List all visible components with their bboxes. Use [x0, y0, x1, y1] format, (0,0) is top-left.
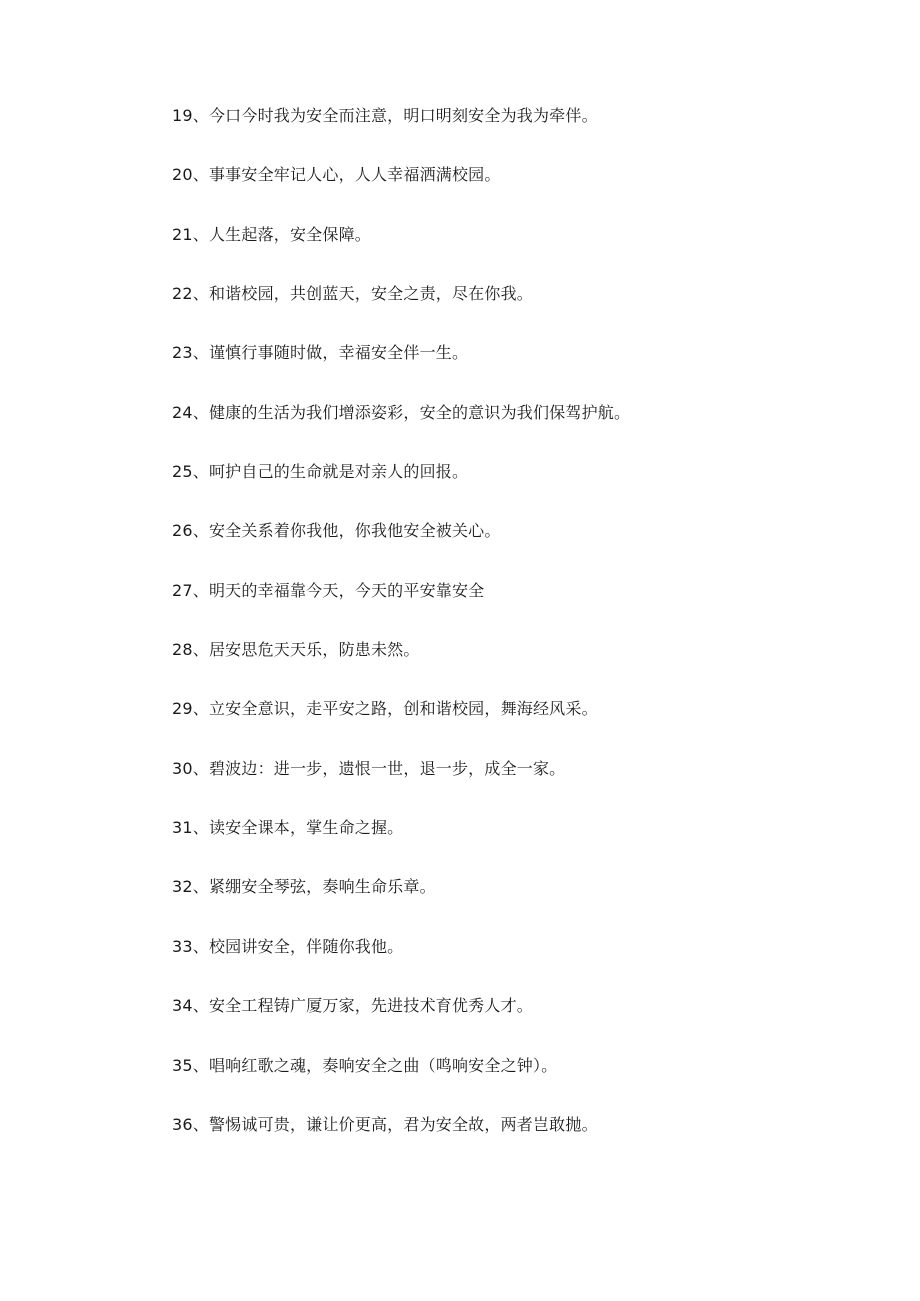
item-text: 事事安全牢记人心，人人幸福洒满校园。	[208, 165, 501, 185]
item-number: 30、	[172, 758, 209, 778]
item-text: 和谐校园，共创蓝天，安全之责，尽在你我。	[208, 284, 533, 304]
item-text: 安全关系着你我他，你我他安全被关心。	[208, 521, 501, 541]
list-item	[172, 219, 872, 278]
item-number: 33、	[172, 936, 209, 956]
list-item	[172, 693, 872, 752]
item-number: 21、	[172, 224, 209, 244]
item-number: 22、	[172, 284, 209, 304]
item-text: 紧绷安全琴弦，奏响生命乐章。	[208, 877, 436, 897]
item-text: 读安全课本，掌生命之握。	[208, 818, 404, 838]
item-text: 唱响红歌之魂，奏响安全之曲（鸣响安全之钟）。	[208, 1055, 558, 1075]
item-text: 安全工程铸广厦万家，先进技术育优秀人才。	[208, 996, 533, 1016]
item-text: 人生起落，安全保障。	[208, 224, 371, 244]
list-item	[172, 575, 872, 634]
item-number: 28、	[172, 640, 209, 660]
item-number: 35、	[172, 1055, 209, 1075]
list-item	[172, 1050, 872, 1109]
list-item	[172, 397, 872, 456]
item-text: 居安思危天天乐，防患未然。	[208, 640, 420, 660]
item-number: 24、	[172, 402, 209, 422]
item-number: 19、	[172, 106, 209, 125]
item-text: 校园讲安全，伴随你我他。	[208, 936, 404, 956]
item-text: 呵护自己的生命就是对亲人的回报。	[208, 462, 469, 482]
item-number: 31、	[172, 818, 209, 838]
item-text: 健康的生活为我们增添姿彩，安全的意识为我们保驾护航。	[208, 402, 631, 422]
item-number: 29、	[172, 699, 209, 719]
list-item	[172, 812, 872, 871]
list-item	[172, 278, 872, 337]
list-item	[172, 1109, 872, 1168]
item-text: 明天的幸福靠今天，今天的平安靠安全	[208, 580, 485, 600]
list-item	[172, 931, 872, 990]
item-number: 25、	[172, 462, 209, 482]
item-text: 警惕诚可贵，谦让价更高，君为安全故，两者岂敢抛。	[208, 1114, 598, 1134]
item-number: 23、	[172, 343, 209, 363]
item-number: 20、	[172, 165, 209, 185]
list-item	[172, 753, 872, 812]
list-item	[172, 515, 872, 574]
item-number: 26、	[172, 521, 209, 541]
item-text: 碧波边：进一步，遗恨一世，退一步，成全一家。	[208, 758, 566, 778]
list-item	[172, 159, 872, 218]
list-item	[172, 337, 872, 396]
slogan-list	[172, 100, 872, 1168]
list-item	[172, 456, 872, 515]
item-number: 36、	[172, 1114, 209, 1134]
item-number: 27、	[172, 580, 209, 600]
item-number: 32、	[172, 877, 209, 897]
item-text: 今口今时我为安全而注意，明口明刻安全为我为牵伴。	[208, 106, 598, 125]
item-text: 谨慎行事随时做，幸福安全伴一生。	[208, 343, 469, 363]
list-item	[172, 990, 872, 1049]
list-item	[172, 871, 872, 930]
item-text: 立安全意识，走平安之路，创和谐校园，舞海经风采。	[208, 699, 598, 719]
item-number: 34、	[172, 996, 209, 1016]
list-item	[172, 100, 872, 159]
list-item	[172, 634, 872, 693]
